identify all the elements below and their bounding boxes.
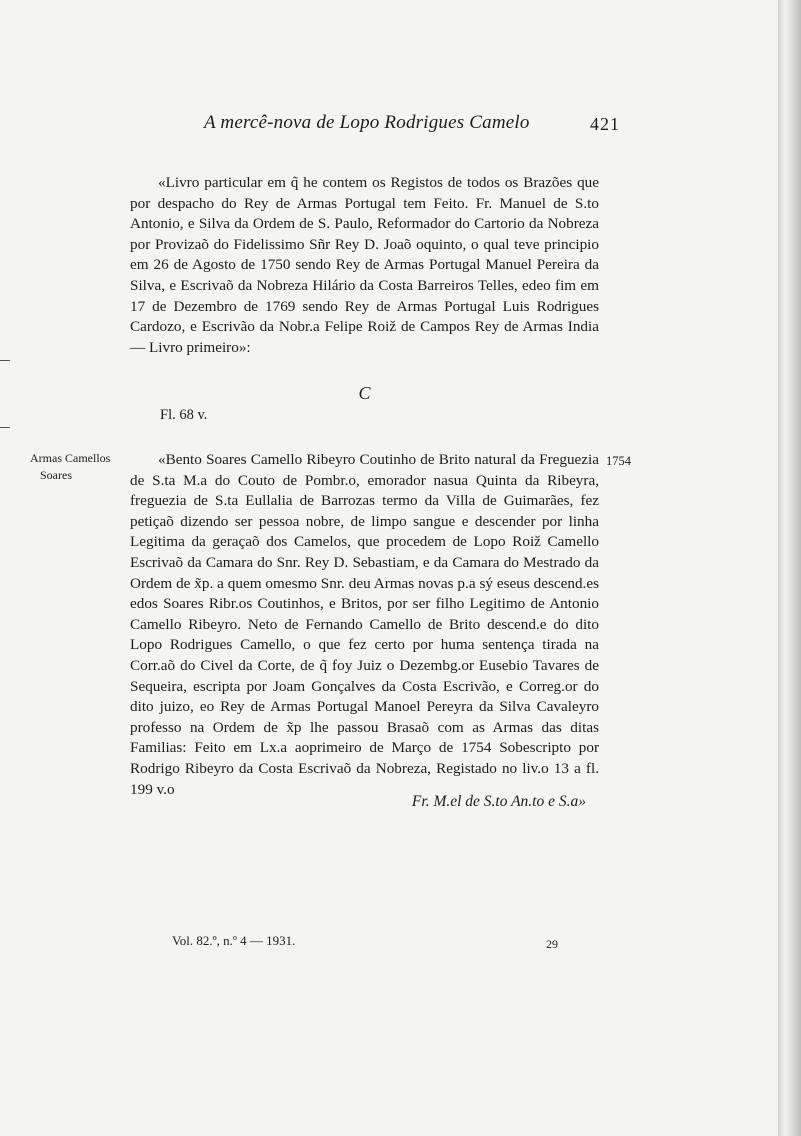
section-letter: C — [358, 383, 371, 403]
running-title: A mercê-nova de Lopo Rodrigues Camelo — [204, 112, 530, 133]
intro-block — [130, 173, 599, 358]
signature: Fr. M.el de S.to An.to e S.a» — [411, 793, 586, 810]
entry-paragraph: «Bento Soares Camello Ribeyro Coutinho de Brito natural da Freguezia de S.ta M.a do Couto de Pombr.o, emorador nasua Quinta da Ribeyra, freguezia de S.ta Eullalia de Barrozas termo da Villa de Guimarães, fez petiçaõ dizendo ser pessoa nobre, de limpo sangue e descender por linha Legitima da geraçaõ dos Camelos, que procedem de Lopo Roiž Camello Escrivaõ da Camara do Snr. Rey D. Sebastiam, e da Camara do Mestrado da Ordem de x̃p. a quem omesmo Snr. deu Armas novas p.a sý eseus descend.es edos Soares Ribr.os Coutinhos, e Britos, por ser filho Legitimo de Antonio Camello Ribeyro. Neto de Fernando Camello de Brito descend.e do dito Lopo Rodrigues Camello, o que fez certo por huma sentença tirada na Corr.aõ do Civel da Corte, de q̃ foy Juiz o Dezembg.or Eusebio Tavares de Sequeira, escripta por Joam Gonçalves da Costa Escrivão, e Correg.or do dito juizo, eo Rey de Armas Portugal Manoel Pereyra da Silva Cavaleyro professo na Ordem de x̃p lhe passou Brasaõ com as Armas das ditas Familias: Feito em Lx.a aoprimeiro de Março de 1754 Sobescripto por Rodrigo Ribeyro da Costa Escrivaõ da Nobreza, Registado no liv.o 13 a fl. 199 v.o — [130, 451, 599, 798]
margin-mark — [0, 427, 10, 428]
intro-paragraph: «Livro particular em q̃ he contem os Registos de todos os Brazões que por despacho do Rey de Armas Portugal tem Feito. Fr. Manuel de S.to Antonio, e Silva da Ordem de S. Paulo, Reformador do Cartorio da Nobreza por Provizaõ do Fidelissimo Sñr Rey D. Joaõ oquinto, o qual teve principio em 26 de Agosto de 1750 sendo Rey de Armas Portugal Manuel Pereira da Silva, e Escrivaõ da Nobreza Hilário da Costa Barreiros Telles, edeo fim em 17 de Dezembro de 1769 sendo Rey de Armas Portugal Luis Rodrigues Cardozo, e Escrivão da Nobr.a Felipe Roiž de Campos Rey de Armas India — Livro primeiro»: — [130, 174, 599, 356]
margin-note-line: Armas Camellos — [30, 451, 111, 465]
entry-block — [130, 450, 599, 800]
signature-mark: 29 — [546, 937, 558, 951]
margin-note-left — [30, 450, 125, 484]
margin-mark — [0, 360, 10, 361]
margin-note-year: 1754 — [606, 454, 631, 468]
volume-footer: Vol. 82.º, n.º 4 — 1931. — [172, 933, 296, 948]
page-edge — [778, 0, 801, 1136]
margin-note-line: Soares — [40, 468, 72, 482]
folio-reference: Fl. 68 v. — [160, 407, 208, 423]
page-number: 421 — [590, 114, 620, 134]
